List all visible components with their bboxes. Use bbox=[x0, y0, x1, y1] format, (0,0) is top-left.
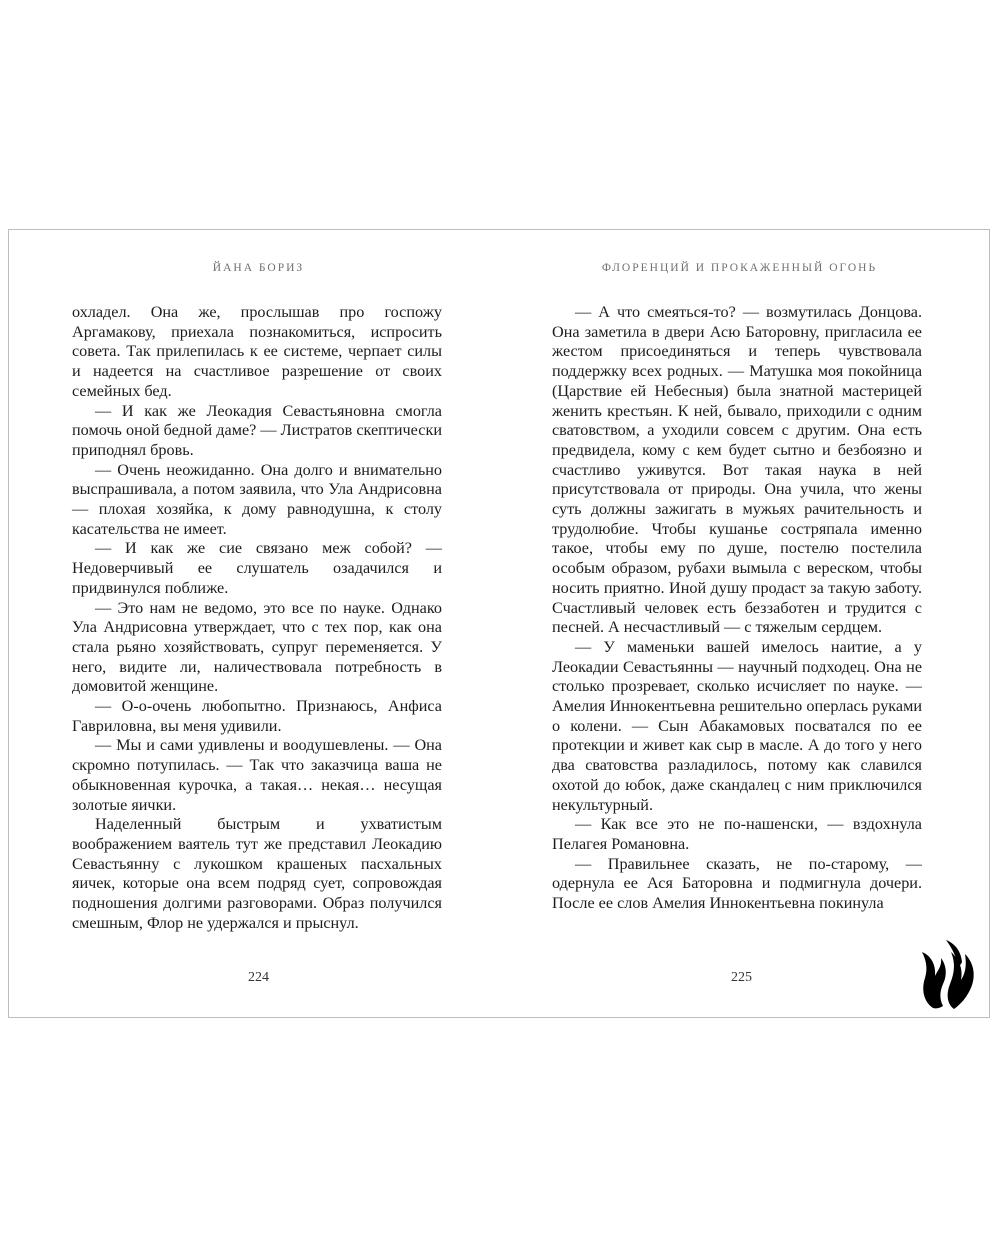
right-body-text bbox=[552, 303, 922, 914]
left-paragraph-1: охладел. Она же, прослышав про госпожу Аргамакову, приехала познакомиться, испросить совета. Так прилепилась к ее системе, черпает силы и надеется на счастливое разрешение от своих семейных бед. bbox=[72, 303, 442, 400]
left-paragraph-2: — И как же Леокадия Севастьяновна смогла помочь оной бедной даме? — Листратов скептически приподнял бровь. bbox=[72, 401, 442, 459]
left-paragraph-8: Наделенный быстрым и ухватистым воображением ваятель тут же представил Леокадию Севастьянну с лукошком крашеных пасхальных яичек, которые она всем подряд сует, сопровождая подношения долгими разговорами. Образ получился смешным, Флор не удержался и прыснул. bbox=[72, 815, 442, 932]
right-paragraph-1: — А что смеяться-то? — возмутилась Донцова. Она заметила в двери Асю Баторовну, пригласила ее жестом присоединяться и теперь чувствовала поддержку всех родных. — Матушка моя покойница (Царствие ей Небесныя) была знатной мастерицей женить крестьян. К ней, бывало, приходили с одним сватовством, а уходили совсем с другим. Она есть предвидела, кому с кем будет сытно и безбоязно и счастливо уживутся. Вот такая наука в ней присутствовала от природы. Она учила, что жены суть должны зажигать в мужьях рачительность и трудолюбие. Чтобы кушанье состряпала именно такое, чтобы ему по душе, постелю постелила особым образом, рубахи вымыла с вереском, чтобы носить приятно. Иной душу продаст за такую заботу. Счастливый человек есть беззаботен и трудится с песней. А несчастливый — с тяжелым сердцем. bbox=[552, 303, 922, 637]
left-paragraph-3: — Очень неожиданно. Она долго и внимательно выспрашивала, а потом заявила, что Ула Андрисовна — плохая хозяйка, к дому равнодушна, к столу касательства не имеет. bbox=[72, 460, 442, 538]
left-page bbox=[9, 230, 500, 1017]
right-paragraph-3: — Как все это не по-нашенски, — вздохнула Пелагея Романовна. bbox=[552, 815, 922, 853]
book-spread bbox=[8, 229, 990, 1018]
left-body-text bbox=[72, 303, 442, 934]
flame-icon bbox=[920, 936, 976, 1010]
left-paragraph-4: — И как же сие связано меж собой? — Недоверчивый ее слушатель озадачился и придвинулся поближе. bbox=[72, 539, 442, 597]
left-paragraph-5: — Это нам не ведомо, это все по науке. Однако Ула Андрисовна утверждает, что с тех пор, как она стала рьяно хозяйствовать, супруг переменяется. У него, видите ли, наличествовала потребность в домовитой женщине. bbox=[72, 598, 442, 696]
right-running-header: ФЛОРЕНЦИЙ И ПРОКАЖЕННЫЙ ОГОНЬ bbox=[601, 262, 878, 274]
left-running-header: ЙАНА БОРИЗ bbox=[212, 262, 305, 274]
flame-left-tongue bbox=[922, 952, 946, 1008]
left-paragraph-7: — Мы и сами удивлены и воодушевлены. — Она скромно потупилась. — Так что заказчица ваша не обыкновенная курочка, а такая… некая… несущая золотые яички. bbox=[72, 736, 442, 814]
left-paragraph-6: — О-о-очень любопытно. Признаюсь, Анфиса Гавриловна, вы меня удивили. bbox=[72, 697, 442, 735]
right-page-number: 225 bbox=[731, 970, 752, 985]
right-paragraph-2: — У маменьки вашей имелось наитие, а у Леокадии Севастьянны — научный подходец. Она не столько прозревает, сколько исчисляет по науке. — Амелия Иннокентьевна решительно оперлась руками о колени. — Сын Абакамовых посватался по ее протекции и живет как сыр в масле. А до того у него два сватовства разладилось, потому как славился охотой до юбок, даже скандалец с ним приключился некультурный. bbox=[552, 637, 922, 814]
right-page bbox=[500, 230, 991, 1017]
right-paragraph-4: — Правильнее сказать, не по-старому, — одернула ее Ася Баторовна и подмигнула дочери. После ее слов Амелия Иннокентьевна покинула bbox=[552, 854, 922, 913]
left-page-number: 224 bbox=[248, 970, 269, 985]
